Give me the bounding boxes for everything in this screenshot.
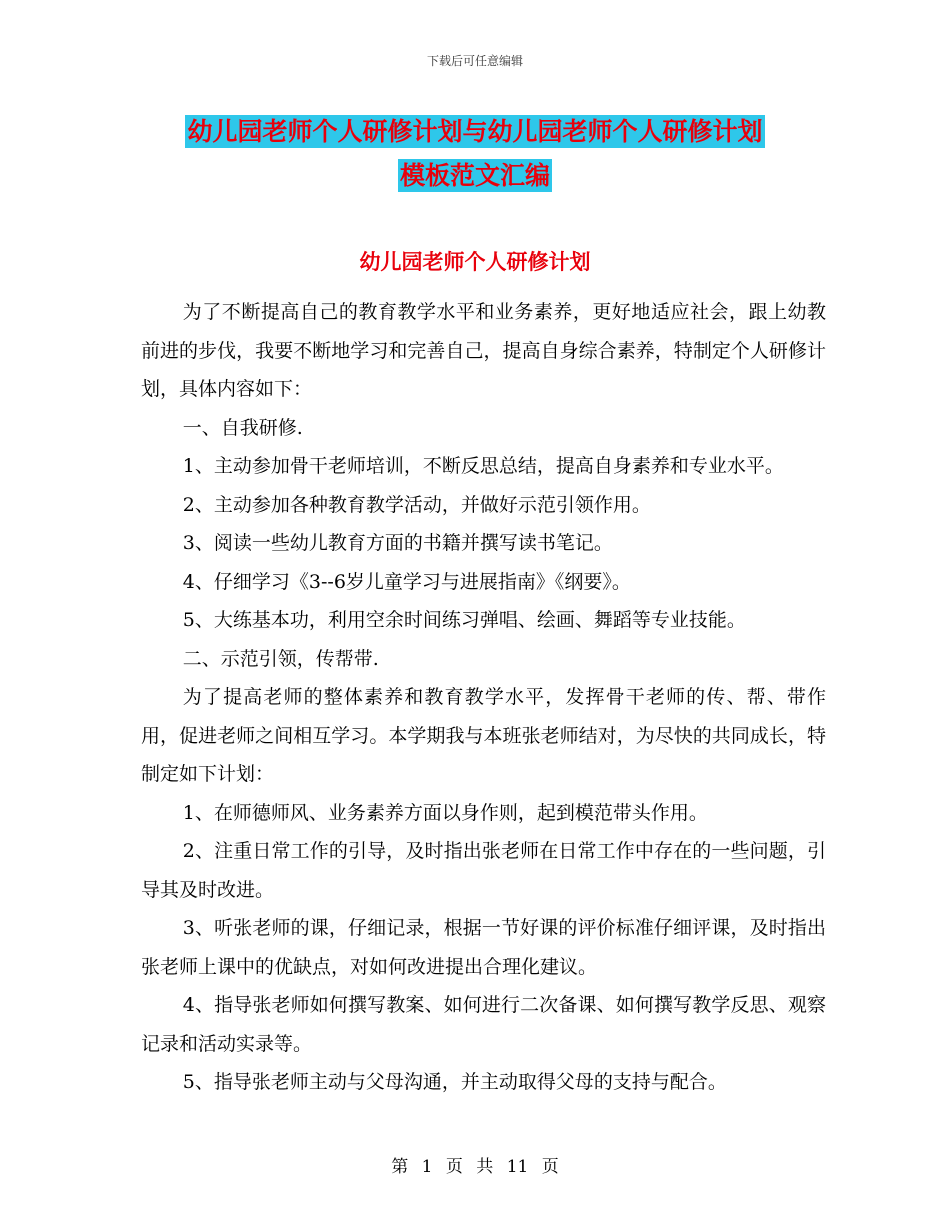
paragraph: 为了提高老师的整体素养和教育教学水平，发挥骨干老师的传、帮、带作用，促进老师之间相互学习。本学期我与本班张老师结对，为尽快的共同成长，特制定如下计划： [141,686,826,785]
paragraph: 1、主动参加骨干老师培训，不断反思总结，提高自身素养和专业水平。 [182,455,784,477]
document-title-line-1: 幼儿园老师个人研修计划与幼儿园老师个人研修计划 [187,117,763,146]
document-title-line-2: 模板范文汇编 [399,161,550,190]
paragraph: 4、指导张老师如何撰写教案、如何进行二次备课、如何撰写教学反思、观察记录和活动实录等。 [141,994,826,1055]
paragraph: 3、听张老师的课，仔细记录，根据一节好课的评价标准仔细评课，及时指出张老师上课中的优缺点，对如何改进提出合理化建议。 [141,917,826,978]
paragraph: 4、仔细学习《3--6岁儿童学习与进展指南》《纲要》。 [182,570,631,593]
paragraph: 二、示范引领，传帮带. [182,647,379,670]
page-header-note: 下载后可任意编辑 [426,54,523,68]
page-number-footer: 第 1 页 共 11 页 [391,1157,559,1177]
paragraph: 为了不断提高自己的教育教学水平和业务素养，更好地适应社会，跟上幼教前进的步伐，我要不断地学习和完善自己，提高自身综合素养，特制定个人研修计划，具体内容如下： [141,301,826,400]
paragraph: 一、自我研修. [182,416,303,439]
section-title: 幼儿园老师个人研修计划 [359,249,591,274]
paragraph: 2、主动参加各种教育教学活动，并做好示范引领作用。 [182,493,651,516]
document-title [0,110,950,198]
paragraph: 3、阅读一些幼儿教育方面的书籍并撰写读书笔记。 [182,532,613,554]
paragraph: 2、注重日常工作的引导，及时指出张老师在日常工作中存在的一些问题，引导其及时改进。 [141,840,826,901]
paragraph: 5、指导张老师主动与父母沟通，并主动取得父母的支持与配合。 [182,1071,727,1093]
paragraph: 5、大练基本功，利用空余时间练习弹唱、绘画、舞蹈等专业技能。 [182,609,746,631]
document-body [141,293,826,1102]
paragraph: 1、在师德师风、业务素养方面以身作则，起到模范带头作用。 [182,801,708,824]
